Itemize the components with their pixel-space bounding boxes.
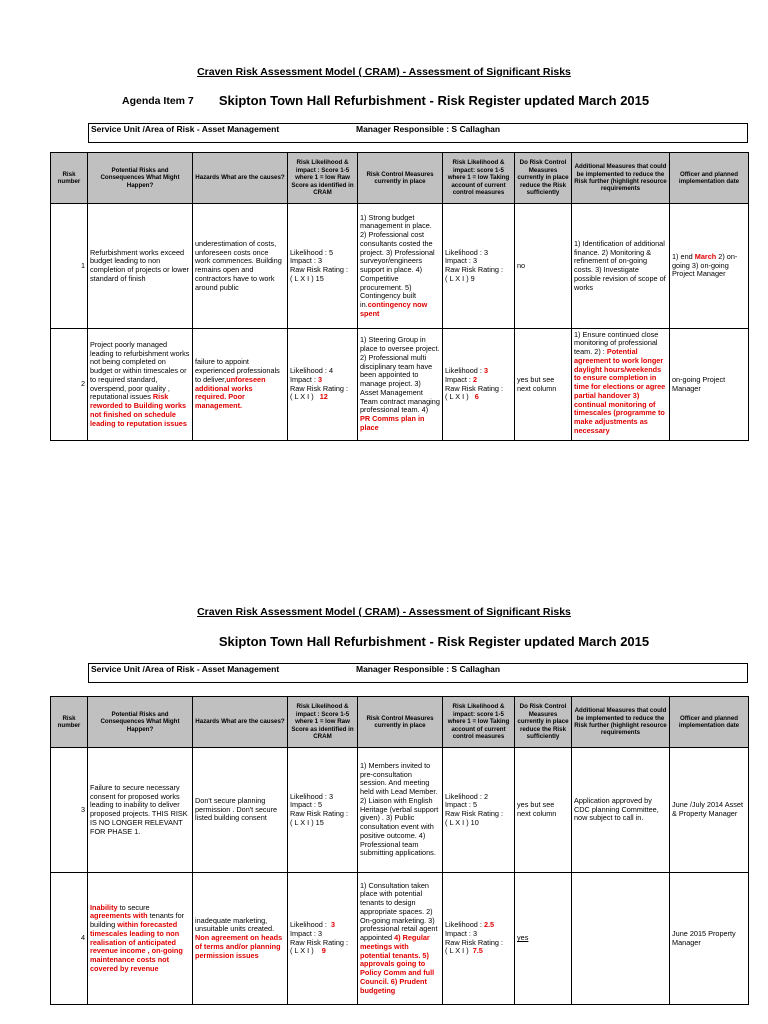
table-header-row [51,153,749,204]
lxi-value: ( L X I ) 9 [445,273,475,283]
manager-responsible-label: Manager Responsible : S Callaghan [356,664,501,674]
hazard-cause: Don't secure planning permission . Don't secure listed building consent [193,748,288,873]
table-header-row [51,697,749,748]
impact-value: Impact : 5 [445,800,478,810]
potential-risk: Refurbishment works exceed budget leading to non completion of projects or lower standard of finish [88,204,193,329]
potential-risk: Failure to secure necessary consent for proposed works leading to inability to deliver proposed projects. THIS RISK IS NO LONGER RELEVANT FOR PHASE 1. [88,748,193,873]
likelihood-value: Likelihood : 4 [290,366,334,375]
header-risk-number: Risk number [51,153,88,204]
lxi-label: ( L X I ) [290,946,314,956]
table-row [51,329,749,441]
potential-update: agreements with [90,911,148,921]
potential-text: to secure [117,902,150,912]
header-potential: Potential Risks and Consequences What Might Happen? [88,153,193,204]
page1-service-unit-box [88,123,748,143]
hazard-update: Non agreement on heads of terms and/or planning permission issues [195,933,283,960]
agenda-item: Agenda Item 7 [122,95,194,107]
likelihood-value: Likelihood : 5 [290,247,334,257]
impact-value: Impact : 3 [290,928,323,938]
residual-score [443,873,515,1005]
header-risk-number: Risk number [51,697,88,748]
lxi-line [445,393,512,402]
hazard-text: inadequate marketing, unsuitable units created. [195,915,275,934]
page2-subtitle: Skipton Town Hall Refurbishment - Risk Register updated March 2015 [218,634,650,649]
raw-rating-label: Raw Risk Rating : [290,809,348,818]
raw-score [288,873,358,1005]
officer-text-rest: 2) on-going 3) on-going Project Manager [672,251,738,279]
risk-number: 4 [51,873,88,1005]
officer-text: 1) end [672,251,693,261]
lxi-line [445,947,512,956]
raw-rating-label: Raw Risk Rating : [445,383,503,393]
header-additional: Additional Measures that could be implemented to reduce the Risk further (highlight resource requirements [572,697,670,748]
likelihood-label: Likelihood : [445,366,482,375]
raw-rating-label: Raw Risk Rating : [445,265,503,274]
lxi-value: 7.5 [472,946,483,956]
residual-score [443,748,515,873]
control-text: 1) Steering Group in place to oversee project. 2) Professional multi disciplinary team have been appointed to manage project. 3) Asset Management Team contract managing professional team. 4) [360,335,440,415]
lxi-value: 9 [321,946,326,956]
control-measures: 1) Members invited to pre-consultation session. And meeting held with Lead Member. 2) Liaison with English Heritage (verbal support given) . 3) Public consultation event with positive outcome. 4) Professional team submitting applications. [358,748,443,873]
control-update: contingency now spent [360,300,428,318]
header-likelihood: Risk Likelihood & impact : Score 1-5 where 1 = low Raw Score as identified in CRAM [288,697,358,748]
header-officer: Officer and planned implementation date [670,153,749,204]
likelihood-value: 3 [330,920,336,929]
hazard-text: failure to appoint experienced professionals to deliver, [195,357,280,384]
officer-date: on-going Project Manager [670,329,749,441]
header-do-control: Do Risk Control Measures currently in place reduce the Risk sufficiently [515,153,572,204]
raw-rating-label: Raw Risk Rating : [290,265,348,274]
header-control: Risk Control Measures currently in place [358,697,443,748]
impact-label: Impact : [290,374,316,384]
likelihood-label: Likelihood : [290,920,327,929]
officer-date: June /July 2014 Asset & Property Manager [670,748,749,873]
impact-value: Impact : 3 [445,928,478,938]
risk-number: 3 [51,748,88,873]
reduces-risk: no [515,204,572,329]
reduces-risk-value: yes [517,933,529,943]
lxi-value: 6 [474,392,479,402]
control-update: 4) Regular meetings with potential tenants. 5) approvals going to Policy Comm and full Council. 6) Prudent budgeting [360,933,435,995]
service-unit-label: Service Unit /Area of Risk - Asset Management [91,664,280,674]
potential-text: Project poorly managed leading to refurbishment works not being completed on budget or within timescales or to required standard, overspend, poor quality , reputational issues [90,339,190,402]
hazard-cause [193,329,288,441]
lxi-label: ( L X I ) [445,392,469,402]
raw-rating-label: Raw Risk Rating : [290,937,348,947]
raw-rating-label: Raw Risk Rating : [445,809,503,818]
likelihood-value: Likelihood : 2 [445,791,489,801]
residual-score [443,329,515,441]
additional-clip [574,331,667,439]
potential-update: within forecasted timescales leading to non realisation of anticipated revenue income , on-going maintenance costs not covered by revenue [90,920,183,973]
header-officer: Officer and planned implementation date [670,697,749,748]
impact-value: 3 [317,374,323,384]
lxi-value: ( L X I ) 15 [290,273,324,283]
control-text: 1) Strong budget management in place. 2) Professional cost consultants costed the project. 3) Professional surveyor/engineers support in place. 4) Competitive procurement. 5) Contingency built in. [360,212,435,309]
risk-number: 1 [51,204,88,329]
header-hazards: Hazards What are the causes? [193,697,288,748]
impact-value: 2 [472,374,478,384]
officer-date: June 2015 Property Manager [670,873,749,1005]
likelihood-value: 2.5 [483,920,495,929]
control-update: PR Comms plan in place [360,414,425,432]
raw-rating-label: Raw Risk Rating : [290,383,348,393]
impact-value: Impact : 3 [290,256,323,266]
service-unit-label: Service Unit /Area of Risk - Asset Management [91,124,280,134]
header-control: Risk Control Measures currently in place [358,153,443,204]
potential-risk [88,873,193,1005]
control-measures [358,329,443,441]
residual-score [443,204,515,329]
reduces-risk: yes but see next column [515,748,572,873]
page1-risk-table [50,152,749,441]
likelihood-value: Likelihood : 3 [290,791,334,801]
page1-subtitle: Skipton Town Hall Refurbishment - Risk Register updated March 2015 [218,93,650,108]
header-likelihood: Risk Likelihood & impact : Score 1-5 where 1 = low Raw Score as identified in CRAM [288,153,358,204]
hazard-update: unforeseen additional works required. Poor management. [195,374,266,410]
header-likelihood-after: Risk Likelihood & impact: score 1-5 where 1 = low Taking account of current control measures [443,153,515,204]
page2-service-unit-box [88,663,748,683]
reduces-risk: yes but see next column [515,329,572,441]
table-row [51,748,749,873]
potential-text: tenants for building [90,911,185,929]
raw-score [288,204,358,329]
lxi-value: ( L X I ) 15 [290,817,324,827]
header-additional: Additional Measures that could be implemented to reduce the Risk further (highlight resource requirements [572,153,670,204]
control-measures [358,873,443,1005]
impact-label: Impact : [445,374,471,384]
hazard-cause [193,873,288,1005]
lxi-value: 12 [319,392,328,402]
additional-measures [572,329,670,441]
risk-number: 2 [51,329,88,441]
control-text: 1) Consultation taken place with potential tenants to design appropriate spaces. 2) On-going marketing. 3) professional retail agent appointed [360,880,438,943]
hazard-cause: underestimation of costs, unforeseen costs once work commences. Building remains open and contractors have to work around public [193,204,288,329]
raw-rating-label: Raw Risk Rating : [445,937,503,947]
header-do-control: Do Risk Control Measures currently in place reduce the Risk sufficiently [515,697,572,748]
officer-date [670,204,749,329]
additional-measures: 1) Identification of additional finance. 2) Monitoring & refinement of on-going costs. 3) Investigate possible revision of scope of works [572,204,670,329]
page2-risk-table [50,696,749,1005]
page2-title: Craven Risk Assessment Model ( CRAM) - Assessment of Significant Risks [197,606,571,618]
additional-text: 1) Ensure continued close monitoring of professional team. 2) : [574,330,659,356]
additional-measures [572,873,670,1005]
likelihood-value: 3 [483,366,489,375]
control-measures [358,204,443,329]
potential-risk [88,329,193,441]
lxi-label: ( L X I ) [290,392,314,402]
manager-responsible-label: Manager Responsible : S Callaghan [356,124,501,134]
raw-score [288,329,358,441]
impact-value: Impact : 3 [445,256,478,266]
likelihood-label: Likelihood : [445,920,482,929]
potential-update: Risk reworded to Building works not finished on schedule leading to reputation issues [90,392,187,428]
lxi-line [290,947,355,956]
page1-title: Craven Risk Assessment Model ( CRAM) - Assessment of Significant Risks [197,66,571,78]
header-hazards: Hazards What are the causes? [193,153,288,204]
table-row [51,873,749,1005]
lxi-line [290,393,355,402]
potential-update: Inability [90,902,118,912]
likelihood-value: Likelihood : 3 [445,247,489,257]
reduces-risk [515,873,572,1005]
impact-value: Impact : 5 [290,800,323,810]
table-row [51,204,749,329]
header-potential: Potential Risks and Consequences What Might Happen? [88,697,193,748]
additional-update: Potential agreement to work longer daylight hours/weekends to ensure completion in time for elections or agree partial handover 3) continual monitoring of timescales (programme to make adjustments as necessary [574,347,666,435]
officer-update: March [694,251,717,261]
raw-score [288,748,358,873]
lxi-label: ( L X I ) [445,946,469,956]
additional-measures: Application approved by CDC planning Committee, now subject to call in. [572,748,670,873]
header-likelihood-after: Risk Likelihood & impact: score 1-5 where 1 = low Taking account of current control measures [443,697,515,748]
lxi-value: ( L X I ) 10 [445,817,479,827]
